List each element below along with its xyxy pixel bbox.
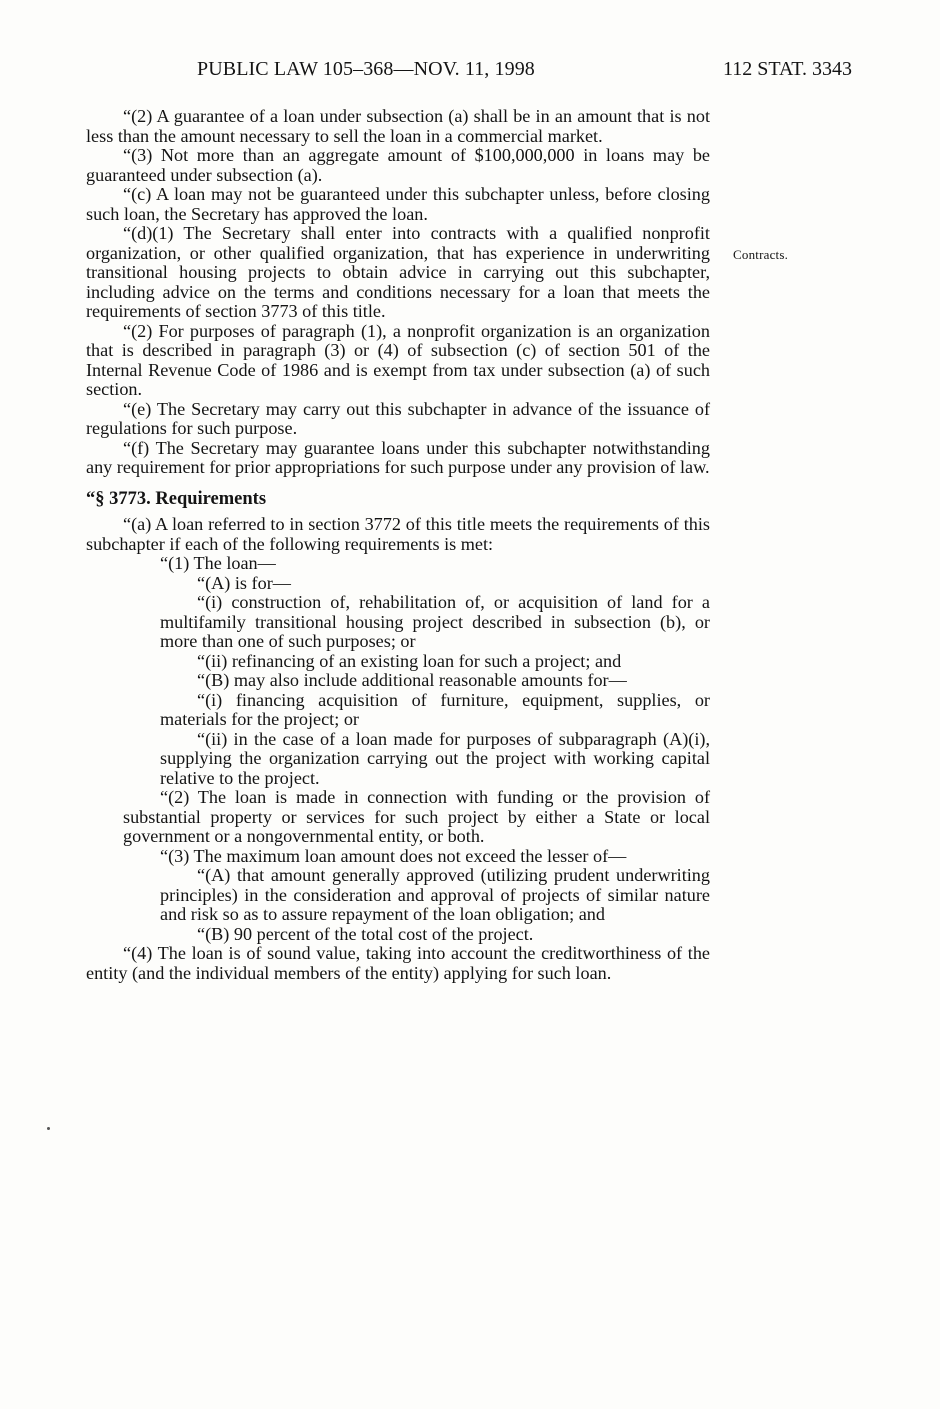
subparagraph-B: “(B) may also include additional reasonable amounts for— [197, 670, 627, 690]
paragraph-b2: “(2) A guarantee of a loan under subsection (a) shall be in an amount that is not less than the amount necessary to sell the loan in a commercial market. [86, 106, 710, 146]
paragraph-d2: “(2) For purposes of paragraph (1), a nonprofit organization is an organization that is described in paragraph (3) or (4) of subsection (c) of section 501 of the Internal Revenue Code of 1986 and is exempt from tax under subsection (a) of such section. [86, 320, 710, 399]
clause-A-i: “(i) construction of, rehabilitation of, or acquisition of land for a multifamily transitional housing project described in subsection (b), or more than one of such purposes; or [160, 592, 710, 651]
clause-B-i: “(i) financing acquisition of furniture, equipment, supplies, or materials for the project; or [160, 689, 710, 729]
subparagraph-3B: “(B) 90 percent of the total cost of the project. [197, 923, 534, 944]
paragraph-e: “(e) The Secretary may carry out this subchapter in advance of the issuance of regulations for such purpose. [86, 398, 710, 438]
paragraph-a2: “(2) The loan is made in connection with funding or the provision of substantial property or services for such project by either a State or local government or a nongovernmental entity, or both. [123, 787, 710, 846]
paragraph-d1: “(d)(1) The Secretary shall enter into contracts with a qualified nonprofit organization, or other qualified organization, that has experience in underwriting transitional housing projects to obtain advice in carrying out this subchapter, including advice on the terms and conditions necessary for a loan that meets the requirements of section 3773 of this title. [86, 223, 710, 321]
paragraph-c: “(c) A loan may not be guaranteed under this subchapter unless, before closing such loan, the Secretary has approved the loan. [86, 184, 710, 224]
paragraph-a1: “(1) The loan— [160, 553, 276, 573]
clause-A-ii: “(ii) refinancing of an existing loan for such a project; and [197, 650, 622, 671]
subparagraph-A: “(A) is for— [197, 572, 291, 593]
header-stat-page: 112 STAT. 3343 [723, 58, 852, 80]
paragraph-a: “(a) A loan referred to in section 3772 of this title meets the requirements of this subchapter if each of the following requirements is met: [86, 514, 710, 554]
paragraph-f: “(f) The Secretary may guarantee loans under this subchapter notwithstanding any requirement for prior appropriations for such purpose under any provision of law. [86, 437, 710, 477]
subparagraph-3A: “(A) that amount generally approved (utilizing prudent underwriting principles) in the consideration and approval of projects of similar nature and risk so as to assure repayment of the loan obligation; and [160, 865, 710, 924]
section-heading: “§ 3773. Requirements [86, 488, 267, 509]
clause-B-ii: “(ii) in the case of a loan made for purposes of subparagraph (A)(i), supplying the organization carrying out the project with working capital relative to the project. [160, 728, 710, 788]
paragraph-a4: “(4) The loan is of sound value, taking into account the creditworthiness of the entity (and the individual members of the entity) applying for such loan. [86, 943, 710, 983]
page-header [0, 58, 940, 88]
marginal-note: Contracts. [733, 247, 789, 262]
paragraph-b3: “(3) Not more than an aggregate amount of $100,000,000 in loans may be guaranteed under subsection (a). [86, 145, 710, 185]
header-law-citation: PUBLIC LAW 105–368—NOV. 11, 1998 [197, 58, 535, 80]
document-body [86, 107, 710, 983]
scan-speck [47, 1127, 50, 1130]
paragraph-a3: “(3) The maximum loan amount does not exceed the lesser of— [160, 845, 627, 866]
